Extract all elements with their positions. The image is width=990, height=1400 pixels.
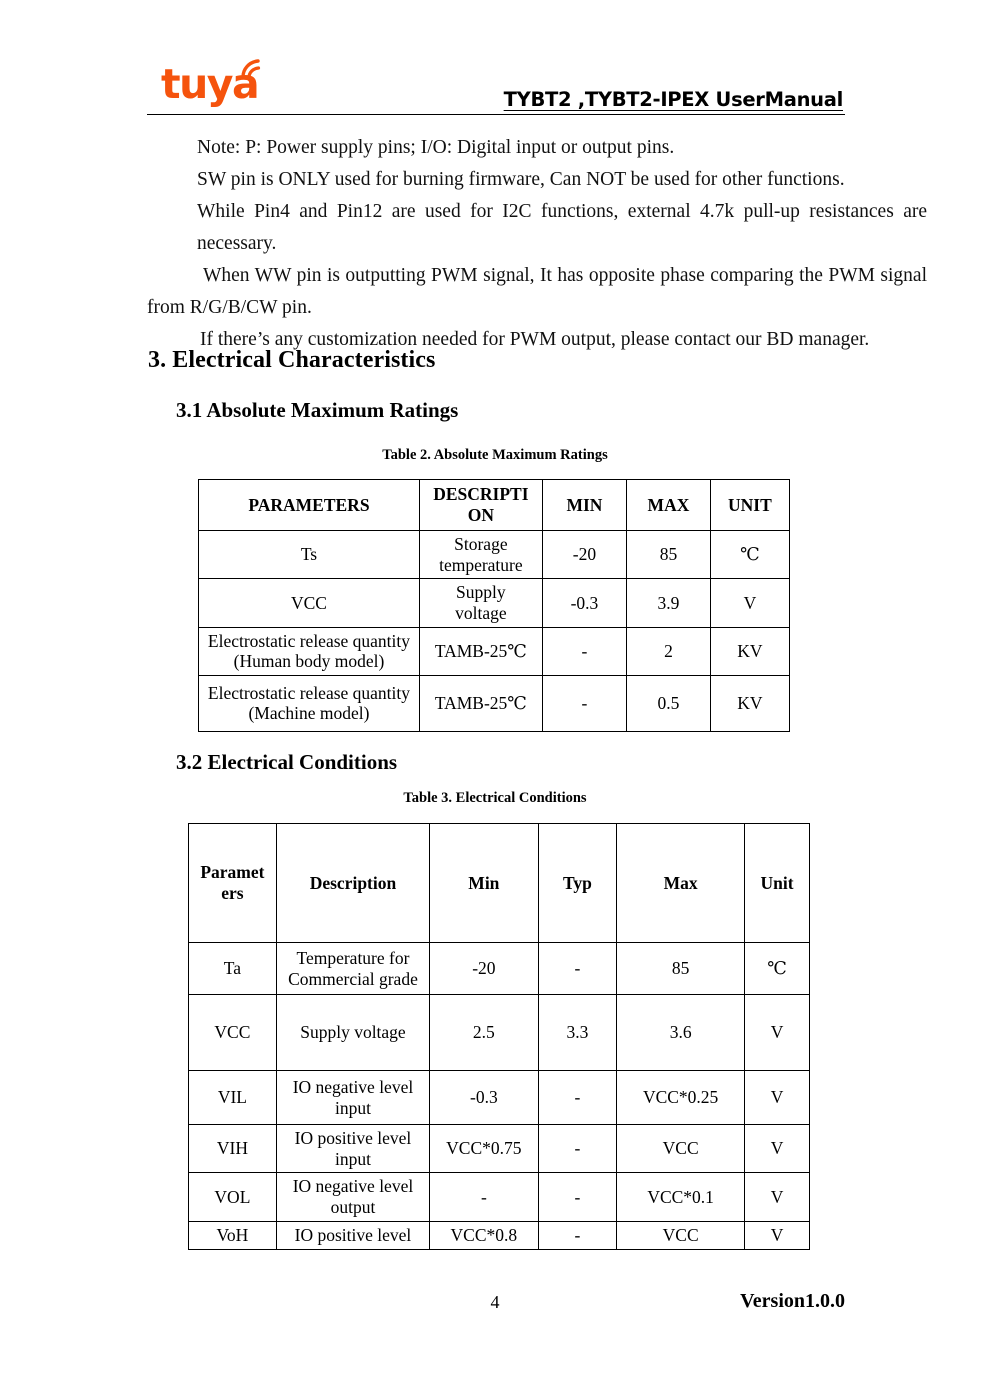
- table3-r1-parameter: VCC: [189, 995, 277, 1071]
- table2-header-description-line1: DESCRIPTI: [433, 484, 529, 505]
- table3-r3-min: VCC*0.75: [430, 1125, 539, 1173]
- notes-block: [147, 132, 927, 356]
- table3-r2-parameter: VIL: [189, 1071, 277, 1125]
- table3-header-param-line1: Paramet: [200, 862, 265, 883]
- heading-section-3-1: 3.1 Absolute Maximum Ratings: [176, 398, 459, 422]
- table3-r5-typ: -: [538, 1221, 617, 1249]
- table3-r0-min: -20: [430, 943, 539, 995]
- table-row: [189, 1125, 810, 1173]
- note-line-2: SW pin is ONLY used for burning firmware, Can NOT be used for other functions.: [197, 169, 845, 190]
- table2-r2-param-line1: Electrostatic release quantity: [207, 630, 411, 651]
- table-row: [189, 1221, 810, 1249]
- table-row: [189, 1071, 810, 1125]
- table2-r2-max: 2: [627, 627, 711, 675]
- table2-r1-max: 3.9: [627, 579, 711, 627]
- table2-r3-parameter: [199, 675, 420, 731]
- tuya-logo-wordmark: tuya: [161, 60, 259, 108]
- tuya-wifi-arc-icon: [240, 58, 266, 80]
- table3-r2-desc-line1: IO negative level: [292, 1076, 414, 1097]
- table3-r3-parameter: VIH: [189, 1125, 277, 1173]
- table2-r3-max: 0.5: [627, 675, 711, 731]
- table3-r0-unit: ℃: [745, 943, 810, 995]
- table2-r3-param-line1: Electrostatic release quantity: [207, 682, 411, 703]
- table3-r0-max: 85: [617, 943, 745, 995]
- table2-r1-parameter: VCC: [199, 579, 420, 627]
- table3-r1-description: Supply voltage: [276, 995, 429, 1071]
- table3-header-description: Description: [276, 824, 429, 943]
- table2-r3-unit: KV: [710, 675, 789, 731]
- table3-r2-description: [276, 1071, 429, 1125]
- table-row: [199, 579, 790, 627]
- table2-caption: Table 2. Absolute Maximum Ratings: [382, 447, 608, 463]
- table3-caption: Table 3. Electrical Conditions: [403, 790, 587, 806]
- table3-r3-desc-line2: input: [334, 1148, 371, 1169]
- table-row: [189, 943, 810, 995]
- table-row: [199, 675, 790, 731]
- table3-r0-parameter: Ta: [189, 943, 277, 995]
- table3-r2-typ: -: [538, 1071, 617, 1125]
- table3-header-unit: Unit: [745, 824, 810, 943]
- table3-r1-min: 2.5: [430, 995, 539, 1071]
- heading-section-3: 3. Electrical Characteristics: [148, 347, 436, 373]
- table3-r2-unit: V: [745, 1071, 810, 1125]
- table2-header-parameters: PARAMETERS: [199, 480, 420, 531]
- table3-r0-desc-line2: Commercial grade: [288, 968, 418, 989]
- document-title: TYBT2 ,TYBT2-IPEX UserManual: [503, 88, 843, 111]
- table2-r2-parameter: [199, 627, 420, 675]
- document-version: Version1.0.0: [740, 1290, 845, 1312]
- table3-r2-max: VCC*0.25: [617, 1071, 745, 1125]
- table2-header-min: MIN: [542, 480, 626, 531]
- table3-r5-max: VCC: [617, 1221, 745, 1249]
- table3-r3-desc-line1: IO positive level: [294, 1128, 412, 1148]
- table2-r0-min: -20: [542, 531, 626, 579]
- table2-r1-unit: V: [710, 579, 789, 627]
- table3-r5-unit: V: [745, 1221, 810, 1249]
- table3-r4-parameter: VOL: [189, 1173, 277, 1221]
- table3-r4-description: [276, 1173, 429, 1221]
- page-number: 4: [490, 1292, 500, 1312]
- table3-r5-min: VCC*0.8: [430, 1221, 539, 1249]
- table3-r5-description: IO positive level: [276, 1221, 429, 1249]
- table3-r3-typ: -: [538, 1125, 617, 1173]
- table2-r0-parameter: Ts: [199, 531, 420, 579]
- table3-header-param-line2: ers: [221, 883, 244, 903]
- table3-r4-max: VCC*0.1: [617, 1173, 745, 1221]
- table2-r1-min: -0.3: [542, 579, 626, 627]
- table3-r0-desc-line1: Temperature for: [296, 947, 410, 968]
- table2-r2-min: -: [542, 627, 626, 675]
- table2-r0-unit: ℃: [710, 531, 789, 579]
- table3-r4-min: -: [430, 1173, 539, 1221]
- table3-r3-description: [276, 1125, 429, 1173]
- table3-r2-min: -0.3: [430, 1071, 539, 1125]
- table3-r4-desc-line2: output: [330, 1196, 376, 1217]
- table2-header-max: MAX: [627, 480, 711, 531]
- table3-r3-max: VCC: [617, 1125, 745, 1173]
- tuya-logo: [161, 56, 281, 106]
- table3-header-parameters: [189, 824, 277, 943]
- table2-header-description-line2: ON: [467, 505, 494, 525]
- table-row: [199, 627, 790, 675]
- table3-header-min: Min: [430, 824, 539, 943]
- table2-r1-description: [419, 579, 542, 627]
- table2-r0-description: [419, 531, 542, 579]
- table3-r3-unit: V: [745, 1125, 810, 1173]
- table3-r1-max: 3.6: [617, 995, 745, 1071]
- table3-header-max: Max: [617, 824, 745, 943]
- table3-r4-unit: V: [745, 1173, 810, 1221]
- table3-r5-parameter: VoH: [189, 1221, 277, 1249]
- note-line-3: While Pin4 and Pin12 are used for I2C functions, external 4.7k pull-up resistances are necessary.: [197, 201, 927, 254]
- table2-r1-desc-line2: voltage: [455, 602, 507, 623]
- table3-r1-typ: 3.3: [538, 995, 617, 1071]
- table3-r4-typ: -: [538, 1173, 617, 1221]
- page-header: [147, 52, 845, 115]
- table3-r4-desc-line1: IO negative level: [292, 1176, 414, 1197]
- table3-r1-unit: V: [745, 995, 810, 1071]
- table2-r1-desc-line1: Supply: [456, 582, 506, 603]
- table3-r0-description: [276, 943, 429, 995]
- table2-header-description: [419, 480, 542, 531]
- table-row: [189, 995, 810, 1071]
- table2-r2-param-line2: (Human body model): [233, 651, 385, 672]
- note-line-4: When WW pin is outputting PWM signal, It has opposite phase comparing the PWM signal from R/G/B/CW pin.: [147, 265, 927, 318]
- table2-r2-description: TAMB-25℃: [419, 627, 542, 675]
- heading-section-3-2: 3.2 Electrical Conditions: [176, 750, 398, 774]
- table2-r0-desc-line1: Storage: [454, 534, 508, 554]
- table2-header-row: [199, 480, 790, 531]
- table2-r3-description: TAMB-25℃: [419, 675, 542, 731]
- table3-header-typ: Typ: [538, 824, 617, 943]
- table2-r0-desc-line2: temperature: [439, 554, 523, 575]
- table-row: [199, 531, 790, 579]
- table2-header-unit: UNIT: [710, 480, 789, 531]
- table2-r3-min: -: [542, 675, 626, 731]
- electrical-conditions-table: [188, 823, 810, 1250]
- absolute-maximum-ratings-table: [198, 479, 790, 732]
- table2-r2-unit: KV: [710, 627, 789, 675]
- table-row: [189, 1173, 810, 1221]
- table2-r3-param-line2: (Machine model): [248, 703, 370, 724]
- table3-r0-typ: -: [538, 943, 617, 995]
- table2-r0-max: 85: [627, 531, 711, 579]
- note-line-5: If there’s any customization needed for PWM output, please contact our BD manager.: [200, 329, 870, 350]
- table3-header-row: [189, 824, 810, 943]
- note-line-1: Note: P: Power supply pins; I/O: Digital input or output pins.: [197, 137, 675, 158]
- table3-r2-desc-line2: input: [334, 1097, 371, 1118]
